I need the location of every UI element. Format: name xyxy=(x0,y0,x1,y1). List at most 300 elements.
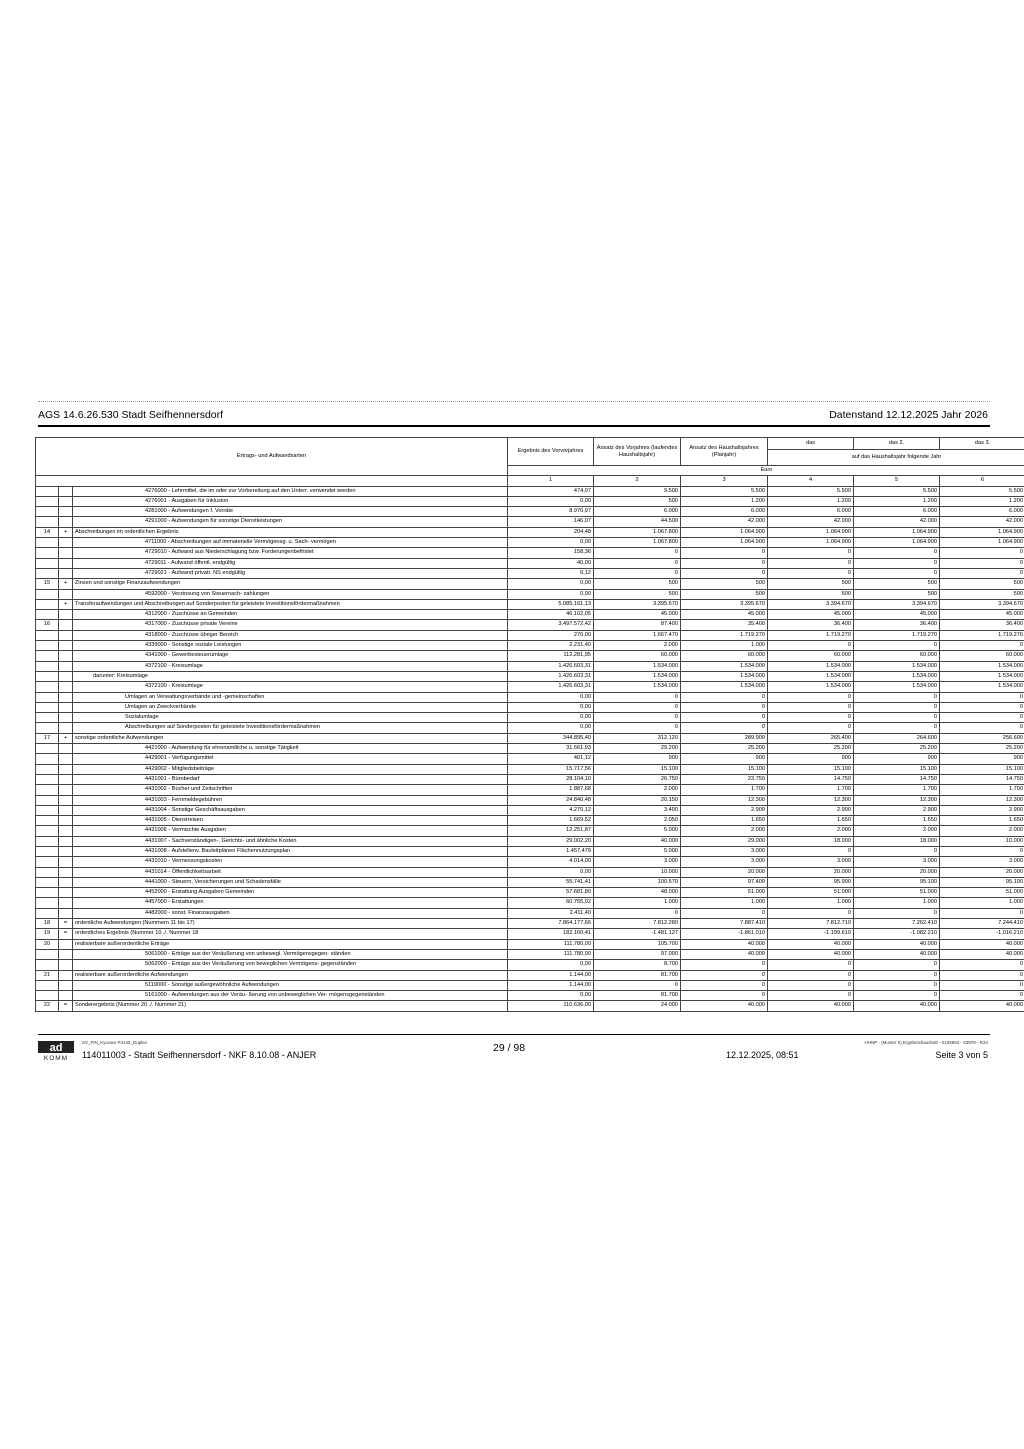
row-value-4: 0 xyxy=(768,960,854,970)
row-value-2: 500 xyxy=(594,579,681,589)
row-value-5: 1.650 xyxy=(854,816,940,826)
row-number xyxy=(36,754,59,764)
row-value-4: 40.000 xyxy=(768,1001,854,1011)
table-row xyxy=(36,816,1024,826)
row-value-6: 5.500 xyxy=(940,486,1024,496)
row-label: 5061000 - Erträge aus der Veräußerung von unbewegl. Vermögensgegen- ständen xyxy=(73,949,508,959)
row-value-5: 0 xyxy=(854,568,940,578)
num-header-6: 6 xyxy=(940,476,1024,486)
row-value-2: 1.067.800 xyxy=(594,538,681,548)
row-number xyxy=(36,877,59,887)
footer-small-right: HHNP - (Muster 5) Ergebnishaushalt - 0105584 - 53978 - R34 xyxy=(864,1040,988,1045)
table-row xyxy=(36,960,1024,970)
row-value-5: 0 xyxy=(854,692,940,702)
row-value-5: 95.100 xyxy=(854,877,940,887)
row-number xyxy=(36,980,59,990)
row-label: 4372100 - Kreisumlage xyxy=(73,661,508,671)
row-value-2: 100.570 xyxy=(594,877,681,887)
row-value-6: 1.534.000 xyxy=(940,682,1024,692)
table-row xyxy=(36,692,1024,702)
row-value-3: 1.534.000 xyxy=(681,661,768,671)
row-operator xyxy=(59,857,73,867)
row-number xyxy=(36,682,59,692)
row-operator xyxy=(59,496,73,506)
row-value-4: 0 xyxy=(768,641,854,651)
row-value-4: 0 xyxy=(768,692,854,702)
table-row xyxy=(36,723,1024,733)
row-value-6: 6.000 xyxy=(940,507,1024,517)
row-value-6: 3.394.670 xyxy=(940,599,1024,609)
top-dotted-rule xyxy=(38,401,990,402)
table-row xyxy=(36,733,1024,743)
row-value-1: 111.780,00 xyxy=(508,949,594,959)
table-row xyxy=(36,496,1024,506)
row-value-1: 1.426.603,31 xyxy=(508,661,594,671)
following-years-header: auf das Haushaltsjahr folgende Jahr xyxy=(768,450,1024,466)
header-right: Datenstand 12.12.2025 Jahr 2026 xyxy=(829,409,988,421)
row-value-3: 40.000 xyxy=(681,1001,768,1011)
row-operator xyxy=(59,620,73,630)
row-value-6: 1.700 xyxy=(940,785,1024,795)
row-number xyxy=(36,744,59,754)
table-row xyxy=(36,857,1024,867)
row-value-1: 0,00 xyxy=(508,579,594,589)
row-operator xyxy=(59,949,73,959)
row-operator xyxy=(59,692,73,702)
row-value-4: 3.000 xyxy=(768,857,854,867)
row-value-2: 3.395.670 xyxy=(594,599,681,609)
footer-small-left: SV_FIN_Kyoowo P3145_Duplex xyxy=(82,1040,148,1045)
row-value-1: 1.144,00 xyxy=(508,980,594,990)
row-number xyxy=(36,805,59,815)
results-table xyxy=(35,437,1024,1012)
row-number: 21 xyxy=(36,970,59,980)
row-operator xyxy=(59,980,73,990)
row-value-5: 7.262.410 xyxy=(854,919,940,929)
row-label: realisierbare außerordentliche Aufwendungen xyxy=(73,970,508,980)
row-operator: + xyxy=(59,579,73,589)
row-value-4: 14.750 xyxy=(768,774,854,784)
row-value-3: -1.861.010 xyxy=(681,929,768,939)
row-value-1: 2.231,40 xyxy=(508,641,594,651)
row-value-5: 45.000 xyxy=(854,610,940,620)
row-value-2: 500 xyxy=(594,589,681,599)
row-label: 4291000 - Aufwendungen für sonstige Dienstleistungen xyxy=(73,517,508,527)
row-value-5: 0 xyxy=(854,548,940,558)
row-value-5: 3.394.670 xyxy=(854,599,940,609)
row-value-4: 0 xyxy=(768,970,854,980)
row-value-5: 2.900 xyxy=(854,805,940,815)
num-header-3: 3 xyxy=(681,476,768,486)
table-row xyxy=(36,846,1024,856)
row-operator xyxy=(59,723,73,733)
row-value-5: 1.534.000 xyxy=(854,661,940,671)
col1-header: Ergebnis des Vorvorjahres xyxy=(508,438,594,466)
row-value-2: 5.000 xyxy=(594,826,681,836)
table-row xyxy=(36,568,1024,578)
row-label: 4339000 - Sonstige soziale Leistungen xyxy=(73,641,508,651)
row-number: 22 xyxy=(36,1001,59,1011)
row-label: 4441000 - Steuern, Versicherungen und Schadensfälle xyxy=(73,877,508,887)
row-value-6: 0 xyxy=(940,991,1024,1001)
row-value-5: 0 xyxy=(854,970,940,980)
row-value-2: 97.000 xyxy=(594,949,681,959)
footer-right: Seite 3 von 5 xyxy=(935,1050,988,1060)
table-row xyxy=(36,908,1024,918)
row-value-6: 1.200 xyxy=(940,496,1024,506)
row-label: 4431008 - Aufstellenv. Bauleitplänen Flächennutzungsplan xyxy=(73,846,508,856)
row-value-3: 15.100 xyxy=(681,764,768,774)
table-row xyxy=(36,527,1024,537)
row-operator xyxy=(59,558,73,568)
table-row xyxy=(36,486,1024,496)
row-number xyxy=(36,867,59,877)
row-label: 4431003 - Fernmeldegebühren xyxy=(73,795,508,805)
row-value-3: 2.900 xyxy=(681,805,768,815)
row-value-4: 1.000 xyxy=(768,898,854,908)
footer-rule xyxy=(38,1034,990,1035)
row-value-1: 40,00 xyxy=(508,558,594,568)
row-value-6: 0 xyxy=(940,558,1024,568)
row-value-2: 1.534.000 xyxy=(594,682,681,692)
row-value-6: 0 xyxy=(940,980,1024,990)
col5-header: das 2. xyxy=(854,438,940,450)
row-operator xyxy=(59,764,73,774)
row-value-2: 81.700 xyxy=(594,991,681,1001)
row-value-4: 60.000 xyxy=(768,651,854,661)
row-value-4: -1.199.610 xyxy=(768,929,854,939)
row-value-4: 12.300 xyxy=(768,795,854,805)
row-value-3: 23.750 xyxy=(681,774,768,784)
table-row xyxy=(36,939,1024,949)
row-value-6: 1.064.900 xyxy=(940,527,1024,537)
row-value-3: 3.395.670 xyxy=(681,599,768,609)
table-row xyxy=(36,867,1024,877)
row-label: 4729021 - Aufwand privatr. NS endgültig xyxy=(73,568,508,578)
row-value-6: 256.600 xyxy=(940,733,1024,743)
row-value-3: 0 xyxy=(681,991,768,1001)
row-value-4: 1.064.900 xyxy=(768,527,854,537)
row-value-2: 500 xyxy=(594,496,681,506)
table-row xyxy=(36,929,1024,939)
row-number xyxy=(36,826,59,836)
table-body xyxy=(36,486,1024,1011)
row-value-5: 1.534.000 xyxy=(854,671,940,681)
row-value-5: 60.000 xyxy=(854,651,940,661)
col4-header: das xyxy=(768,438,854,450)
row-value-4: 18.000 xyxy=(768,836,854,846)
row-value-3: 1.650 xyxy=(681,816,768,826)
num-header-4: 4 xyxy=(768,476,854,486)
row-operator xyxy=(59,507,73,517)
table-row xyxy=(36,877,1024,887)
row-value-1: 474,07 xyxy=(508,486,594,496)
row-operator xyxy=(59,754,73,764)
row-label: Transferaufwendungen und Abschreibungen auf Sonderposten für geleistete Investitionsfördermaßnahmen xyxy=(73,599,508,609)
row-value-3: 0 xyxy=(681,723,768,733)
col2-header: Ansatz des Vorjahres (laufendes Haushaltsjahr) xyxy=(594,438,681,466)
row-number xyxy=(36,507,59,517)
row-value-6: 40.000 xyxy=(940,949,1024,959)
row-label: 4312000 - Zuschüsse an Gemeinden xyxy=(73,610,508,620)
row-operator xyxy=(59,641,73,651)
row-value-2: 0 xyxy=(594,692,681,702)
row-value-4: 2.900 xyxy=(768,805,854,815)
row-label: darunter: Kreisumlage xyxy=(73,671,508,681)
row-value-5: 1.000 xyxy=(854,898,940,908)
row-value-3: 900 xyxy=(681,754,768,764)
table-row xyxy=(36,620,1024,630)
row-operator xyxy=(59,630,73,640)
num-header-2: 2 xyxy=(594,476,681,486)
row-operator xyxy=(59,774,73,784)
row-operator xyxy=(59,486,73,496)
row-value-6: 0 xyxy=(940,641,1024,651)
row-value-4: 500 xyxy=(768,589,854,599)
row-value-1: 1.426.603,31 xyxy=(508,682,594,692)
table-row xyxy=(36,517,1024,527)
row-value-1: 0,00 xyxy=(508,589,594,599)
row-value-3: 51.000 xyxy=(681,888,768,898)
row-operator xyxy=(59,548,73,558)
row-value-3: 0 xyxy=(681,568,768,578)
row-label: 4431004 - Sonstige Geschäftsausgaben xyxy=(73,805,508,815)
row-operator: + xyxy=(59,733,73,743)
row-number xyxy=(36,538,59,548)
adkomm-logo xyxy=(38,1041,74,1061)
row-label: realisierbare außerordentliche Erträge xyxy=(73,939,508,949)
row-label: ordentliche Aufwendungen (Nummern 11 bis 17) xyxy=(73,919,508,929)
row-value-4: 1.534.000 xyxy=(768,661,854,671)
row-value-3: 1.000 xyxy=(681,641,768,651)
row-number xyxy=(36,496,59,506)
row-value-1: 46.102,05 xyxy=(508,610,594,620)
row-value-1: 1.669,52 xyxy=(508,816,594,826)
row-value-6: 1.064.900 xyxy=(940,538,1024,548)
row-value-1: 0,00 xyxy=(508,702,594,712)
row-value-2: 1.534.000 xyxy=(594,661,681,671)
row-operator xyxy=(59,816,73,826)
svg-text:ad: ad xyxy=(49,1042,63,1054)
row-number xyxy=(36,898,59,908)
row-value-1: 204,48 xyxy=(508,527,594,537)
row-value-3: 1.700 xyxy=(681,785,768,795)
row-value-3: 0 xyxy=(681,970,768,980)
row-value-2: 2.000 xyxy=(594,785,681,795)
row-value-1: 110.636,00 xyxy=(508,1001,594,1011)
table-row xyxy=(36,795,1024,805)
row-label: 4431007 - Sachverständigen-, Gerichts- und ähnliche Kosten xyxy=(73,836,508,846)
row-value-1: 24.840,48 xyxy=(508,795,594,805)
row-value-4: 0 xyxy=(768,548,854,558)
row-number xyxy=(36,692,59,702)
row-value-6: 1.650 xyxy=(940,816,1024,826)
row-label: 4482000 - sonst. Finanzausgaben xyxy=(73,908,508,918)
row-value-5: 18.000 xyxy=(854,836,940,846)
row-number xyxy=(36,486,59,496)
row-value-1: 0,00 xyxy=(508,991,594,1001)
row-label: 5161000 - Aufwendungen aus der Veräu- ßerung von unbeweglichen Ver- mögensgegenständen xyxy=(73,991,508,1001)
row-value-6: 15.100 xyxy=(940,764,1024,774)
row-value-2: 0 xyxy=(594,558,681,568)
row-value-4: 0 xyxy=(768,991,854,1001)
row-operator: + xyxy=(59,599,73,609)
row-operator xyxy=(59,888,73,898)
row-operator xyxy=(59,867,73,877)
row-value-5: 0 xyxy=(854,991,940,1001)
table-row xyxy=(36,702,1024,712)
row-value-6: 2.900 xyxy=(940,805,1024,815)
row-value-1: 1.144,00 xyxy=(508,970,594,980)
row-value-2: 1.000 xyxy=(594,898,681,908)
table-row xyxy=(36,507,1024,517)
row-value-1: 0,00 xyxy=(508,960,594,970)
row-value-5: 0 xyxy=(854,641,940,651)
row-label: ordentliches Ergebnis (Nummer 10 ./. Nummer 18 xyxy=(73,929,508,939)
row-label: Sonderergebnis (Nummer 20 ./. Nummer 21) xyxy=(73,1001,508,1011)
row-label: 4592000 - Verzinsung von Steuernach- zahlungen xyxy=(73,589,508,599)
row-operator xyxy=(59,671,73,681)
row-number: 17 xyxy=(36,733,59,743)
row-value-2: 45.000 xyxy=(594,610,681,620)
row-operator xyxy=(59,568,73,578)
row-value-5: 500 xyxy=(854,589,940,599)
row-value-3: 20.000 xyxy=(681,867,768,877)
row-value-1: 0,00 xyxy=(508,496,594,506)
row-value-5: 1.700 xyxy=(854,785,940,795)
col-label-header: Ertrags- und Aufwandsarten xyxy=(36,438,508,476)
row-value-2: 9.500 xyxy=(594,486,681,496)
row-number xyxy=(36,630,59,640)
table-row xyxy=(36,661,1024,671)
row-value-2: 87.400 xyxy=(594,620,681,630)
row-value-3: 500 xyxy=(681,589,768,599)
row-value-5: 3.000 xyxy=(854,857,940,867)
row-value-4: 45.000 xyxy=(768,610,854,620)
row-value-1: 60.755,02 xyxy=(508,898,594,908)
row-value-4: 20.000 xyxy=(768,867,854,877)
row-value-1: 112.281,95 xyxy=(508,651,594,661)
row-label: 4372100 - Kreisumlage xyxy=(73,682,508,692)
row-value-6: 20.000 xyxy=(940,867,1024,877)
row-value-3: 40.000 xyxy=(681,949,768,959)
row-value-4: 0 xyxy=(768,713,854,723)
row-label: 4318000 - Zuschüsse übriger Bereich xyxy=(73,630,508,640)
row-value-3: 1.000 xyxy=(681,898,768,908)
row-value-5: 900 xyxy=(854,754,940,764)
row-value-3: 0 xyxy=(681,692,768,702)
row-number xyxy=(36,764,59,774)
row-value-4: 40.000 xyxy=(768,949,854,959)
table-row xyxy=(36,682,1024,692)
row-value-5: 6.000 xyxy=(854,507,940,517)
row-value-2: 1.067.800 xyxy=(594,527,681,537)
row-value-2: 0 xyxy=(594,723,681,733)
row-value-1: 344.895,40 xyxy=(508,733,594,743)
num-header-5: 5 xyxy=(854,476,940,486)
row-value-6: 1.719.270 xyxy=(940,630,1024,640)
row-value-1: 1.426.603,31 xyxy=(508,671,594,681)
row-value-5: 0 xyxy=(854,960,940,970)
row-value-1: 28.104,10 xyxy=(508,774,594,784)
row-label: Zinsen und sonstige Finanzaufwendungen xyxy=(73,579,508,589)
row-value-5: 1.534.000 xyxy=(854,682,940,692)
header-left: AGS 14.6.26.530 Stadt Seifhennersdorf xyxy=(38,409,224,421)
row-label: 4431002 - Bücher und Zeitschriften xyxy=(73,785,508,795)
table-row xyxy=(36,949,1024,959)
row-value-5: 25.200 xyxy=(854,744,940,754)
row-value-2: 81.700 xyxy=(594,970,681,980)
table-row xyxy=(36,579,1024,589)
table-row xyxy=(36,744,1024,754)
row-value-2: 0 xyxy=(594,980,681,990)
row-value-5: 5.500 xyxy=(854,486,940,496)
row-value-4: 0 xyxy=(768,908,854,918)
row-number xyxy=(36,960,59,970)
row-value-5: 51.000 xyxy=(854,888,940,898)
row-value-2: 0 xyxy=(594,713,681,723)
row-number xyxy=(36,836,59,846)
row-value-2: 2.000 xyxy=(594,641,681,651)
row-value-3: 1.200 xyxy=(681,496,768,506)
table-row xyxy=(36,558,1024,568)
row-operator xyxy=(59,682,73,692)
row-value-2: 1.667.470 xyxy=(594,630,681,640)
row-operator: = xyxy=(59,1001,73,1011)
row-value-3: 97.400 xyxy=(681,877,768,887)
row-value-3: 0 xyxy=(681,980,768,990)
table-row xyxy=(36,764,1024,774)
row-value-1: 57.681,80 xyxy=(508,888,594,898)
row-value-5: 0 xyxy=(854,713,940,723)
col6-header: das 3. xyxy=(940,438,1024,450)
unit-header: Euro xyxy=(508,466,1024,476)
row-value-3: 1.064.900 xyxy=(681,527,768,537)
row-value-3: 0 xyxy=(681,713,768,723)
table-row xyxy=(36,919,1024,929)
row-value-2: -1.481.127 xyxy=(594,929,681,939)
row-value-1: 4.014,00 xyxy=(508,857,594,867)
row-number xyxy=(36,599,59,609)
row-label: 4431010 - Vermessungskosten xyxy=(73,857,508,867)
row-operator xyxy=(59,898,73,908)
num-header-1: 1 xyxy=(508,476,594,486)
row-operator xyxy=(59,713,73,723)
row-number xyxy=(36,517,59,527)
table-row xyxy=(36,836,1024,846)
row-value-4: 6.000 xyxy=(768,507,854,517)
row-value-3: 40.000 xyxy=(681,939,768,949)
row-value-2: 15.100 xyxy=(594,764,681,774)
row-operator xyxy=(59,538,73,548)
row-number: 15 xyxy=(36,579,59,589)
row-value-5: 0 xyxy=(854,980,940,990)
row-value-2: 44.500 xyxy=(594,517,681,527)
row-label: 4457000 - Erstattungen xyxy=(73,898,508,908)
row-value-3: 289.900 xyxy=(681,733,768,743)
row-value-5: 40.000 xyxy=(854,1001,940,1011)
row-value-4: 1.064.900 xyxy=(768,538,854,548)
row-operator xyxy=(59,991,73,1001)
row-value-6: 25.200 xyxy=(940,744,1024,754)
row-value-6: 0 xyxy=(940,960,1024,970)
row-value-6: 3.000 xyxy=(940,857,1024,867)
row-label: 4429002 - Mitgliedsbeiträge xyxy=(73,764,508,774)
row-label: Umlagen an Zweckverbände xyxy=(73,702,508,712)
table-row xyxy=(36,713,1024,723)
row-value-5: 0 xyxy=(854,702,940,712)
row-number: 16 xyxy=(36,620,59,630)
